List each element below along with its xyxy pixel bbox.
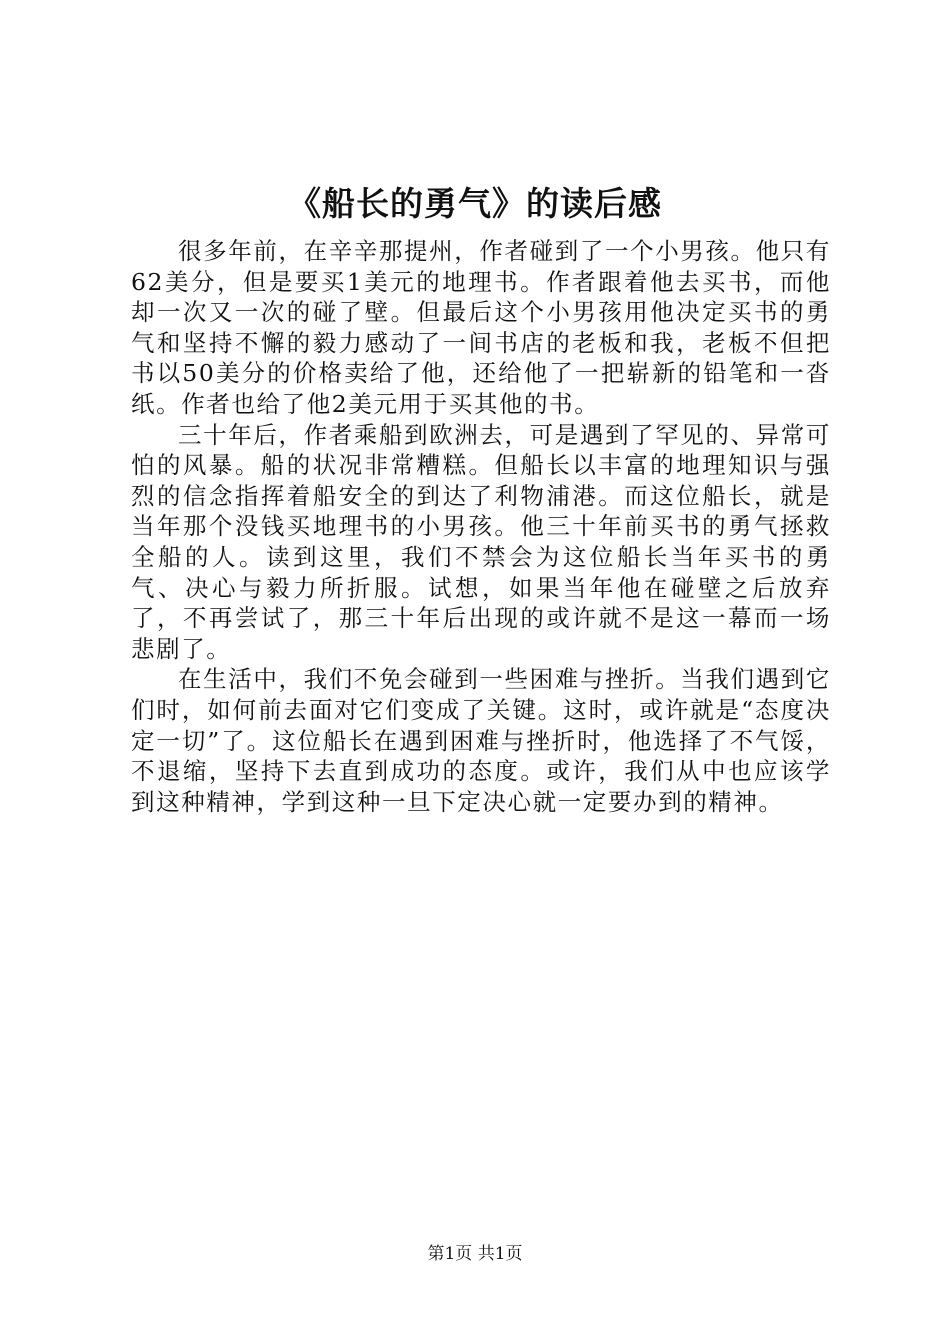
paragraph-1: 很多年前，在辛辛那提州，作者碰到了一个小男孩。他只有62美分，但是要买1美元的地理书。作者跟着他去买书，而他却一次又一次的碰了壁。但最后这个小男孩用他决定买书的勇气和坚持不懈的毅力感动了一间书店的老板和我，老板不但把书以50美分的价格卖给了他，还给他了一把崭新的铅笔和一沓纸。作者也给了他2美元用于买其他的书。	[131, 237, 831, 418]
document-title: 《船长的勇气》的读后感	[288, 184, 662, 223]
paragraph-3: 在生活中，我们不免会碰到一些困难与挫折。当我们遇到它们时，如何前去面对它们变成了关键。这时，或许就是“态度决定一切”了。这位船长在遇到困难与挫折时，他选择了不气馁，不退缩，坚持下去直到成功的态度。或许，我们从中也应该学到这种精神，学到这种一旦下定决心就一定要办到的精神。	[131, 665, 831, 816]
paragraph-2: 三十年后，作者乘船到欧洲去，可是遇到了罕见的、异常可怕的风暴。船的状况非常糟糕。但船长以丰富的地理知识与强烈的信念指挥着船安全的到达了利物浦港。而这位船长，就是当年那个没钱买地理书的小男孩。他三十年前买书的勇气拯救全船的人。读到这里，我们不禁会为这位船长当年买书的勇气、决心与毅力所折服。试想，如果当年他在碰壁之后放弃了，不再尝试了，那三十年后出现的或许就不是这一幕而一场悲剧了。	[131, 420, 831, 663]
document-body	[131, 236, 831, 817]
page-footer: 第1页 共1页	[427, 1244, 523, 1264]
